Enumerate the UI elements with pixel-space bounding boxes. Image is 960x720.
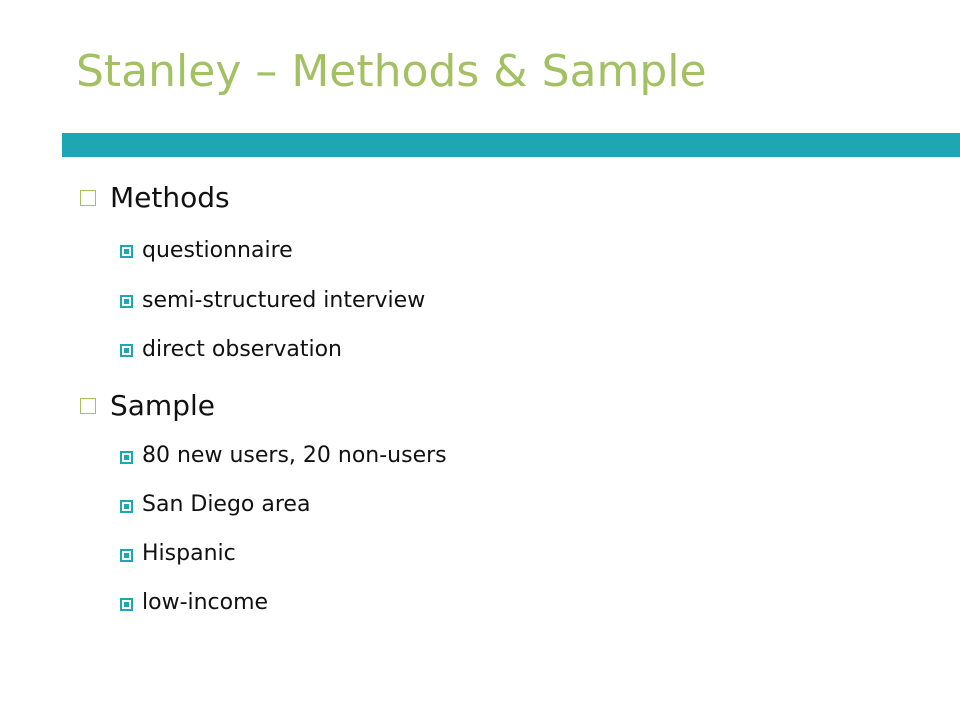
list-item: direct observation	[142, 337, 342, 362]
list-item: Hispanic	[142, 541, 236, 566]
slide-title: Stanley – Methods & Sample	[76, 46, 707, 97]
square-bullet-icon	[120, 245, 133, 258]
square-bullet-icon	[120, 598, 133, 611]
square-bullet-icon	[120, 451, 133, 464]
section-heading: Methods	[110, 181, 230, 214]
square-bullet-icon	[120, 549, 133, 562]
square-bullet-icon	[120, 500, 133, 513]
square-bullet-icon	[120, 344, 133, 357]
list-item: 80 new users, 20 non-users	[142, 443, 447, 468]
section-heading: Sample	[110, 389, 215, 422]
list-item: questionnaire	[142, 238, 293, 263]
square-bullet-icon	[120, 295, 133, 308]
list-item: semi-structured interview	[142, 288, 426, 313]
list-item: low-income	[142, 590, 269, 615]
square-bullet-icon	[80, 398, 96, 414]
list-item: San Diego area	[142, 492, 311, 517]
square-bullet-icon	[80, 190, 96, 206]
